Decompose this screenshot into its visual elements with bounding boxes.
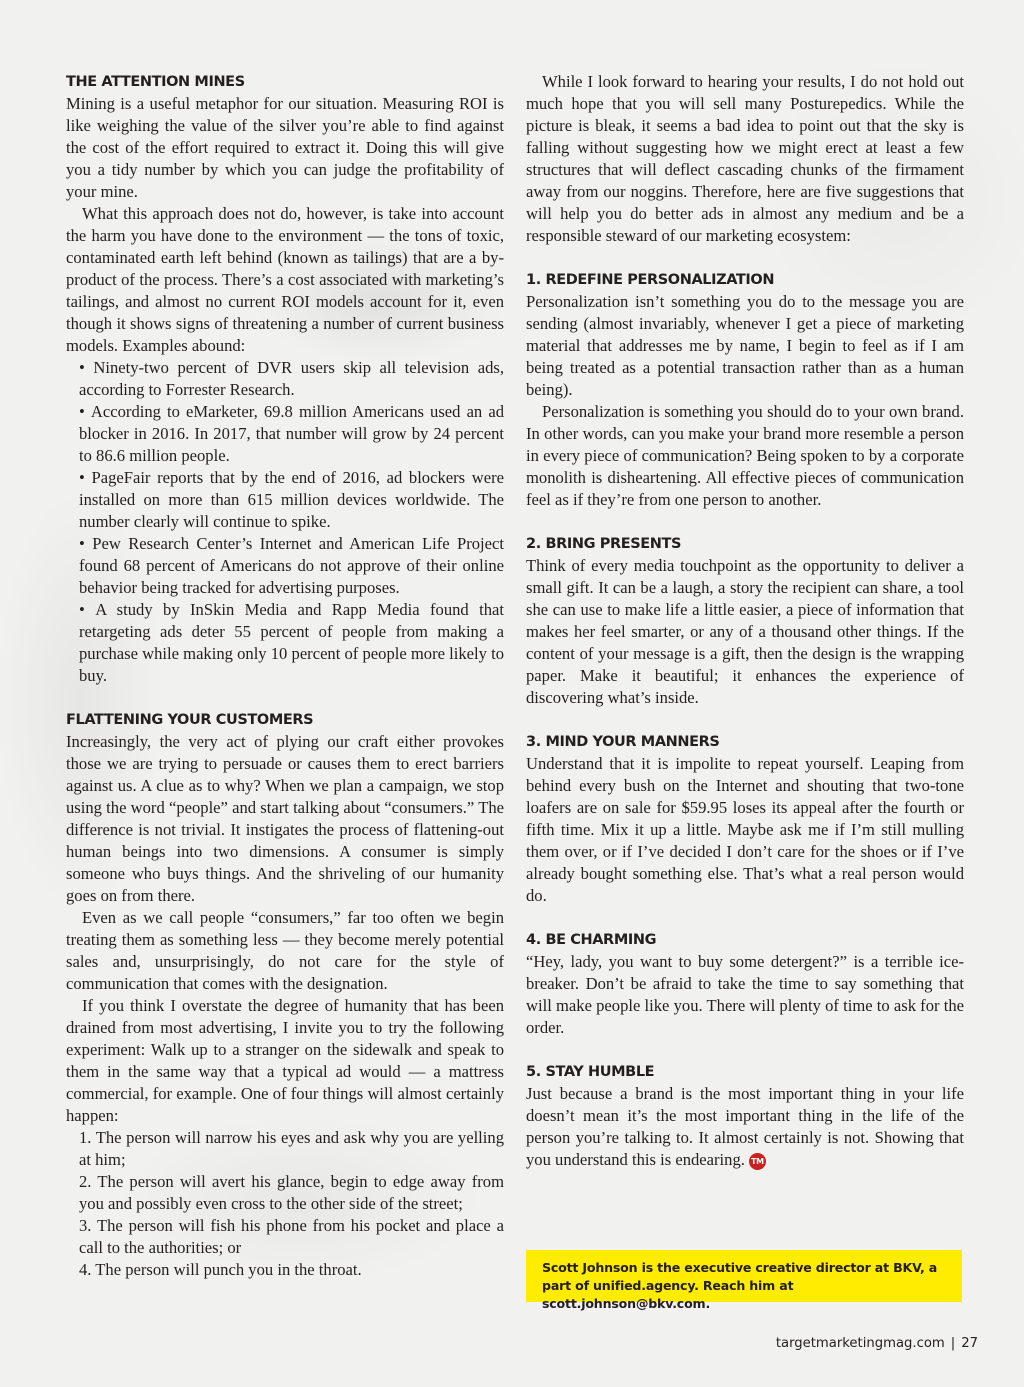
paragraph: Even as we call people “consumers,” far too often we begin treating them as something less — they become merely potential sales and, unsurprisingly, do not care for the style of communication that comes with the designation. — [66, 908, 504, 993]
tip-heading-presents: 2. BRING PRESENTS — [526, 536, 682, 552]
paragraph-text: Just because a brand is the most important thing in your life doesn’t mean it’s the most important thing in the life of the person you’re talking to. It almost certainly is not. Showing that you understand this is endearing. — [526, 1084, 964, 1169]
paragraph: While I look forward to hearing your results, I do not hold out much hope that you will sell many Posturepedics. While the picture is bleak, it seems a bad idea to point out that the sky is falling without suggesting how we might erect at least a few structures that will deflect cascading chunks of the firmament away from our noggins. Therefore, here are five suggestions that will help you do better ads in almost any medium and be a responsible steward of our marketing ecosystem: — [526, 72, 964, 245]
page-number: 27 — [961, 1336, 978, 1351]
list-item: 2. The person will avert his glance, begin to edge away from you and possibly even cross to the other side of the street; — [79, 1172, 504, 1213]
author-bio-box: Scott Johnson is the executive creative director at BKV, a part of unified.agency. Reach him at scott.johnson@bkv.com. — [526, 1250, 962, 1302]
list-item: • A study by InSkin Media and Rapp Media found that retargeting ads deter 55 percent of people from making a purchase while making only 10 percent of people more likely to buy. — [79, 599, 504, 687]
list-item: • Pew Research Center’s Internet and American Life Project found 68 percent of Americans do not approve of their online behavior being tracked for advertising purposes. — [79, 533, 504, 599]
end-mark-icon: TM — [749, 1153, 766, 1170]
footer-separator: | — [950, 1336, 956, 1351]
paragraph — [526, 1083, 964, 1171]
section-heading-attention-mines: THE ATTENTION MINES — [66, 74, 245, 90]
tip-heading-humble: 5. STAY HUMBLE — [526, 1064, 655, 1080]
paragraph: “Hey, lady, you want to buy some detergent?” is a terrible ice-breaker. Don’t be afraid to take the time to say something that will make people like you. There will plenty of time to ask for the order. — [526, 952, 964, 1037]
left-column — [66, 71, 504, 1281]
list-item: • Ninety-two percent of DVR users skip all television ads, according to Forrester Research. — [79, 357, 504, 401]
paragraph: Personalization isn’t something you do to the message you are sending (almost invariably, whenever I get a piece of marketing material that addresses me by name, I begin to feel as if I am being treated as a potential transaction rather than as a human being). — [526, 292, 964, 399]
paragraph: Understand that it is impolite to repeat yourself. Leaping from behind every bush on the Internet and shouting that two-tone loafers are on sale for $59.95 loses its appeal after the fourth or fifth time. Mix it up a little. Maybe ask me if I’m still mulling them over, or if I’ve decided I don’t care for the shoes or if I’ve already bought something else. That’s what a real person would do. — [526, 754, 964, 905]
outcomes-list — [66, 1127, 504, 1281]
list-item: • PageFair reports that by the end of 2016, ad blockers were installed on more than 615 million devices worldwide. The number clearly will continue to spike. — [79, 467, 504, 533]
list-item: 4. The person will punch you in the throat. — [79, 1260, 362, 1279]
paragraph: Increasingly, the very act of plying our craft either provokes those we are trying to persuade or causes them to erect barriers against us. A clue as to why? When we plan a campaign, we stop using the word “people” and start talking about “consumers.” The difference is not trivial. It instigates the process of flattening-out human beings into two dimensions. A consumer is simply someone who buys things. And the shriveling of our humanity goes on from there. — [66, 732, 504, 905]
page-footer — [776, 1336, 978, 1351]
tip-heading-manners: 3. MIND YOUR MANNERS — [526, 734, 720, 750]
paragraph: If you think I overstate the degree of humanity that has been drained from most advertising, I invite you to try the following experiment: Walk up to a stranger on the sidewalk and speak to them in the same way that a typical ad would — a mattress commercial, for example. One of four things will almost certainly happen: — [66, 996, 504, 1125]
list-item: • According to eMarketer, 69.8 million Americans used an ad blocker in 2016. In 2017, that number will grow by 24 percent to 86.6 million people. — [79, 401, 504, 467]
statistics-list — [66, 357, 504, 687]
footer-site: targetmarketingmag.com — [775, 1336, 945, 1351]
list-item: 3. The person will fish his phone from his pocket and place a call to the authorities; or — [79, 1216, 504, 1257]
tip-heading-charming: 4. BE CHARMING — [526, 932, 657, 948]
list-item: 1. The person will narrow his eyes and ask why you are yelling at him; — [79, 1128, 504, 1169]
paragraph: Mining is a useful metaphor for our situation. Measuring ROI is like weighing the value of the silver you’re able to find against the cost of the effort required to extract it. Doing this will give you a tidy number by which you can judge the profitability of your mine. — [66, 94, 504, 201]
paragraph: Think of every media touchpoint as the opportunity to deliver a small gift. It can be a laugh, a story the recipient can share, a tool she can use to make life a little easier, a piece of information that makes her feel smarter, or any of a thousand other things. If the content of your message is a gift, then the design is the wrapping paper. Make it beautiful; it enhances the experience of discovering what’s inside. — [526, 556, 964, 707]
paragraph: What this approach does not do, however, is take into account the harm you have done to the environment — the tons of toxic, contaminated earth left behind (known as tailings) that are a by-product of the process. There’s a cost associated with marketing’s tailings, and almost no current ROI models account for it, even though it shows signs of threatening a number of current business models. Examples abound: — [66, 204, 504, 355]
section-heading-flattening: FLATTENING YOUR CUSTOMERS — [66, 712, 314, 728]
right-column — [526, 71, 964, 1171]
tip-heading-personalization: 1. REDEFINE PERSONALIZATION — [526, 272, 775, 288]
paragraph: Personalization is something you should do to your own brand. In other words, can you make your brand more resemble a person in every piece of communication? Being spoken to by a corporate monolith is disheartening. All effective pieces of communication feel as if they’re from one person to another. — [526, 402, 964, 509]
